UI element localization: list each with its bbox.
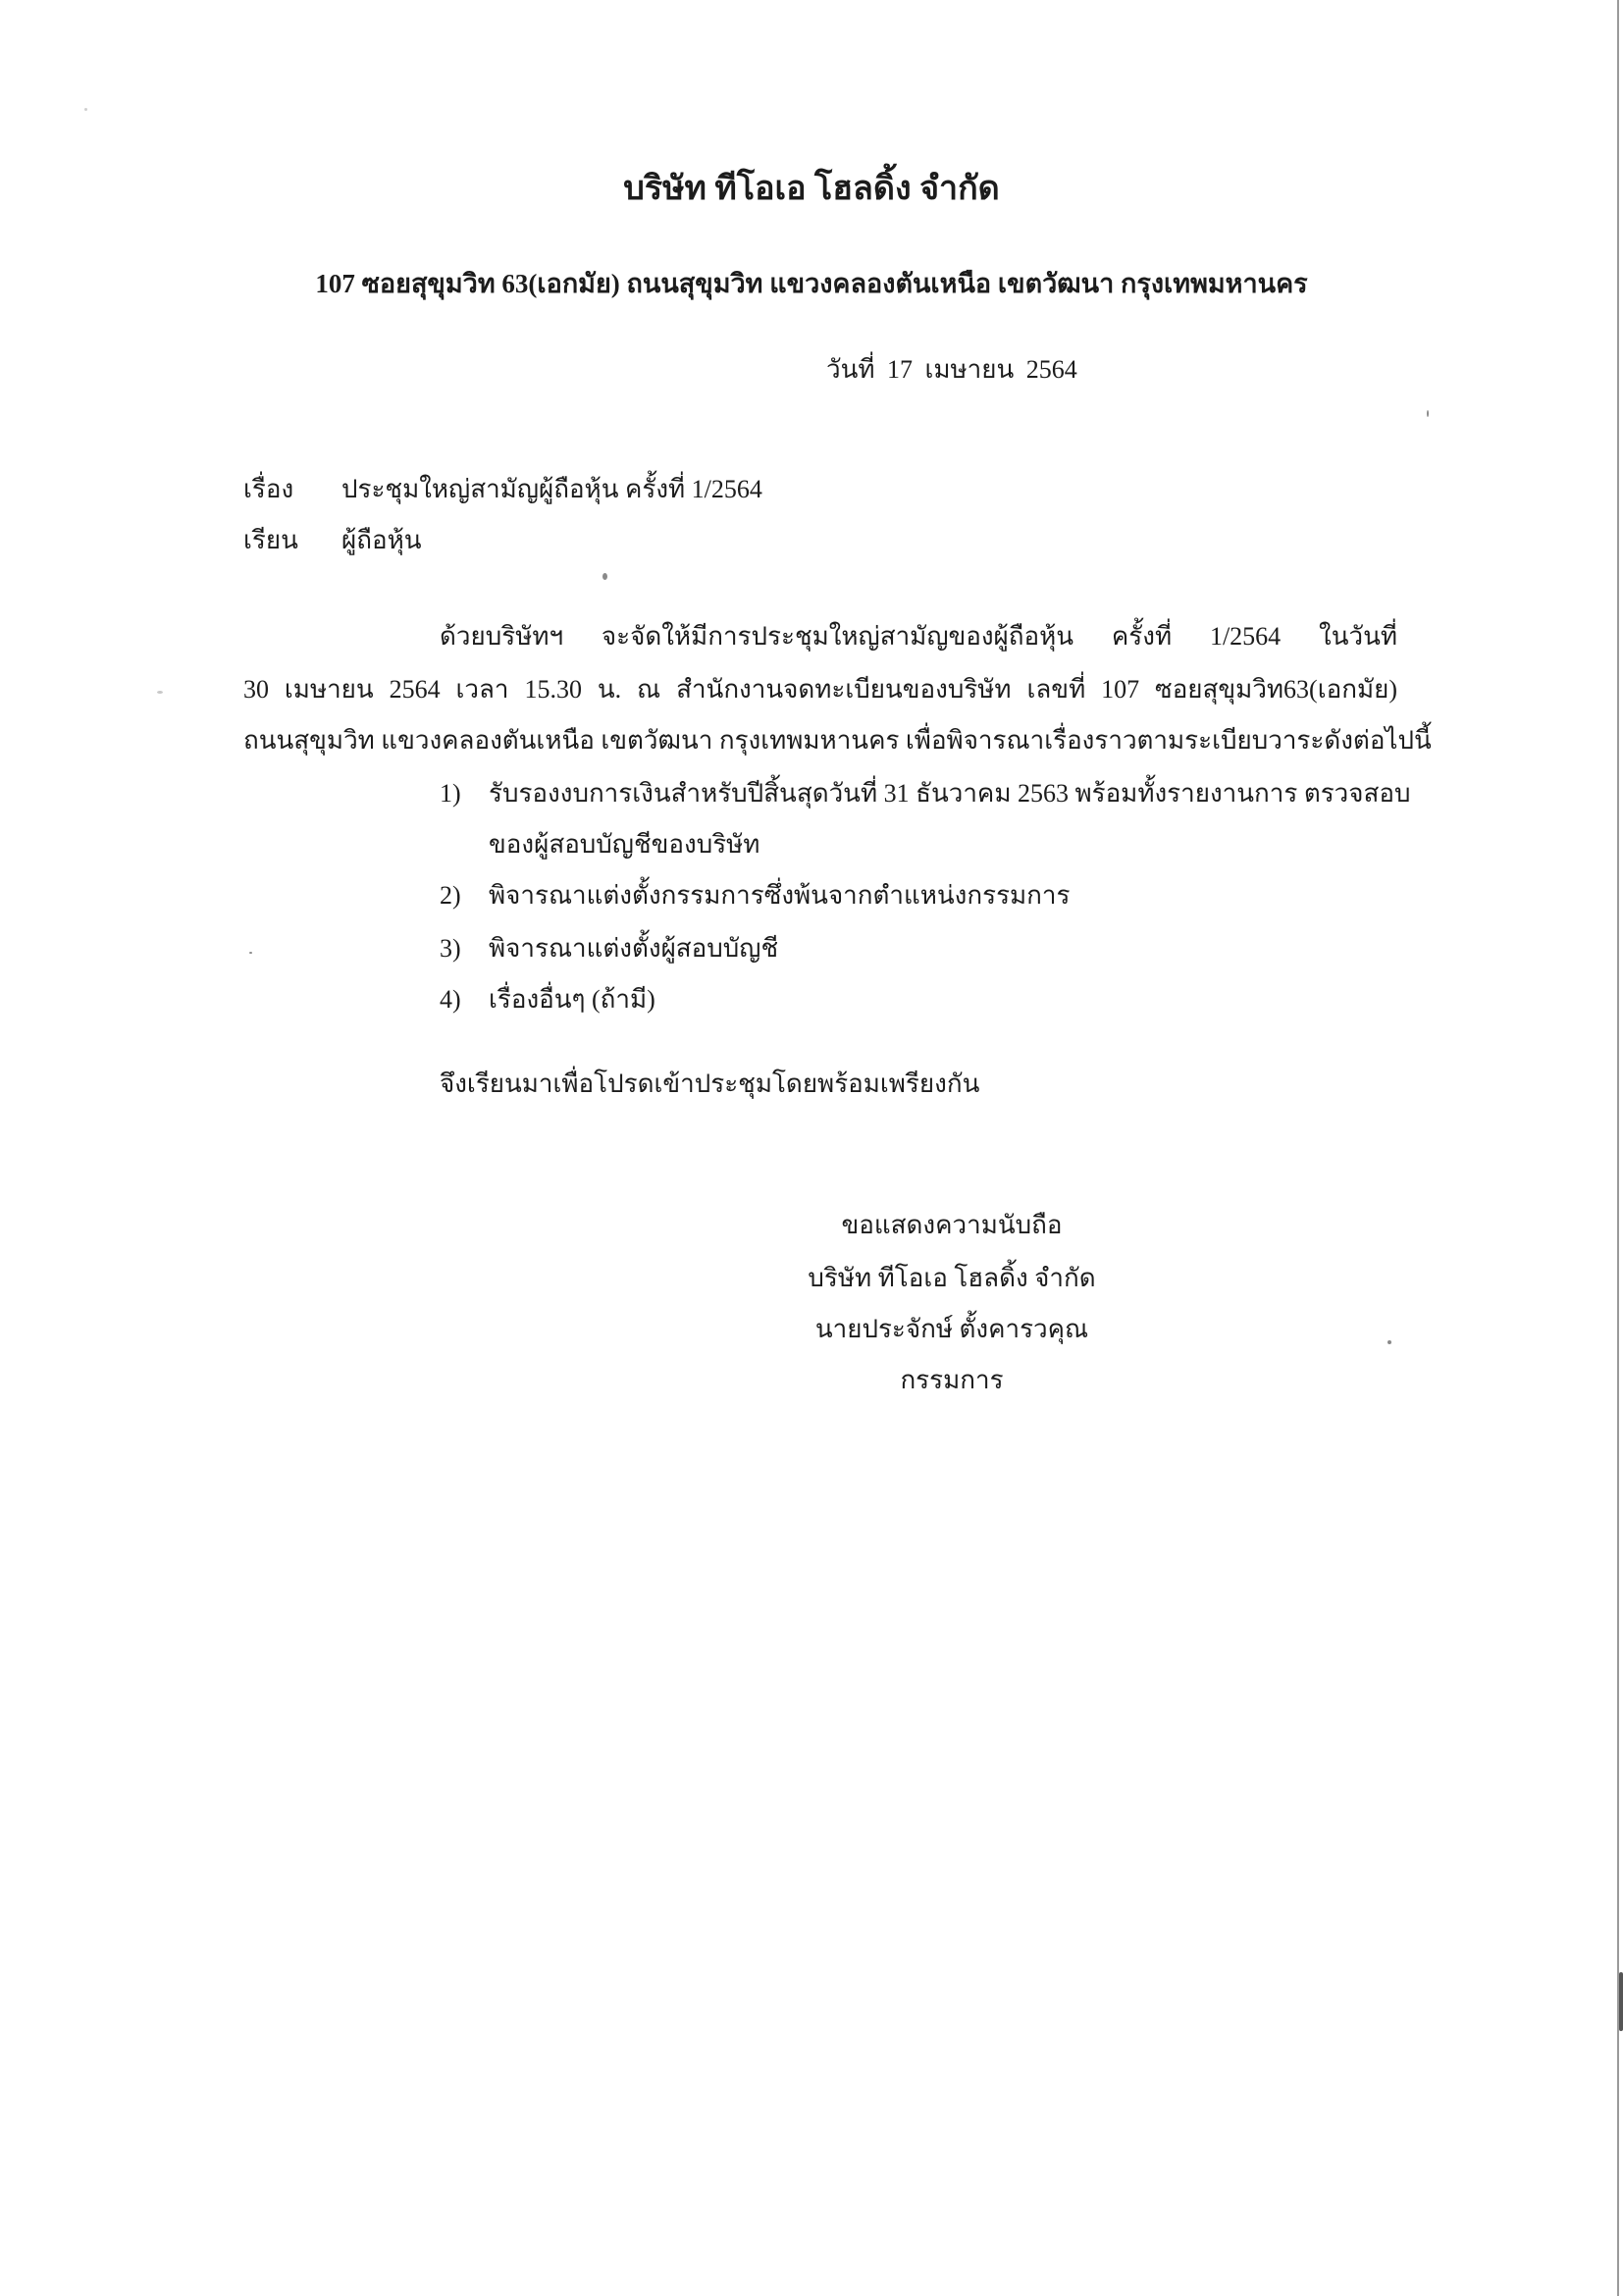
body-line-2: 30 เมษายน 2564 เวลา 15.30 น. ณ สำนักงานจดทะเบียนของบริษัท เลขที่ 107 ซอยสุขุมวิท63(เอกมัย)	[243, 675, 1397, 704]
subject-label: เรื่อง	[243, 475, 294, 503]
signature-name: นายประจักษ์ ตั้งคารวคุณ	[814, 1315, 1089, 1343]
scan-speck	[1619, 1972, 1623, 2031]
agenda-item-continuation: ของผู้สอบบัญชีของบริษัท	[489, 830, 760, 859]
scan-speck	[602, 573, 607, 580]
scan-speck	[249, 952, 252, 954]
company-address: 107 ซอยสุขุมวิท 63(เอกมัย) ถนนสุขุมวิท แขวงคลองตันเหนือ เขตวัฒนา กรุงเทพมหานคร	[315, 269, 1308, 298]
agenda-item-number: 1)	[440, 779, 461, 808]
letter-date: วันที่ 17 เมษายน 2564	[826, 355, 1077, 384]
company-name: บริษัท ทีโอเอ โฮลดิ้ง จำกัด	[623, 171, 1000, 207]
scan-speck	[84, 108, 87, 111]
agenda-item-text: พิจารณาแต่งตั้งกรรมการซึ่งพ้นจากตำแหน่งกรรมการ	[489, 881, 1071, 910]
agenda-item-number: 2)	[440, 881, 461, 910]
agenda-item-number: 3)	[440, 934, 461, 963]
recipient-value: ผู้ถือหุ้น	[341, 526, 422, 554]
scan-speck	[157, 691, 163, 694]
scan-speck	[1387, 1340, 1391, 1344]
signature-company: บริษัท ทีโอเอ โฮลดิ้ง จำกัด	[808, 1264, 1096, 1292]
closing-sentence: จึงเรียนมาเพื่อโปรดเข้าประชุมโดยพร้อมเพรียงกัน	[440, 1070, 980, 1098]
signature-title: กรรมการ	[900, 1366, 1004, 1394]
body-line-1: ด้วยบริษัทฯ จะจัดให้มีการประชุมใหญ่สามัญของผู้ถือหุ้น ครั้งที่ 1/2564 ในวันที่	[440, 622, 1397, 651]
subject-value: ประชุมใหญ่สามัญผู้ถือหุ้น ครั้งที่ 1/2564	[341, 475, 762, 503]
body-line-3: ถนนสุขุมวิท แขวงคลองตันเหนือ เขตวัฒนา กรุงเทพมหานคร เพื่อพิจารณาเรื่องราวตามระเบียบวาระดังต่อไปนี้	[243, 726, 1432, 755]
agenda-item-number: 4)	[440, 985, 461, 1014]
scan-edge-line	[1617, 0, 1619, 2296]
agenda-item-text: รับรองงบการเงินสำหรับปีสิ้นสุดวันที่ 31 ธันวาคม 2563 พร้อมทั้งรายงานการ ตรวจสอบ	[489, 779, 1411, 808]
recipient-label: เรียน	[243, 526, 298, 554]
agenda-item-text: เรื่องอื่นๆ (ถ้ามี)	[489, 985, 655, 1014]
signature-regards: ขอแสดงความนับถือ	[841, 1211, 1063, 1239]
agenda-item-text: พิจารณาแต่งตั้งผู้สอบบัญชี	[489, 934, 779, 963]
scan-speck	[1427, 410, 1429, 417]
